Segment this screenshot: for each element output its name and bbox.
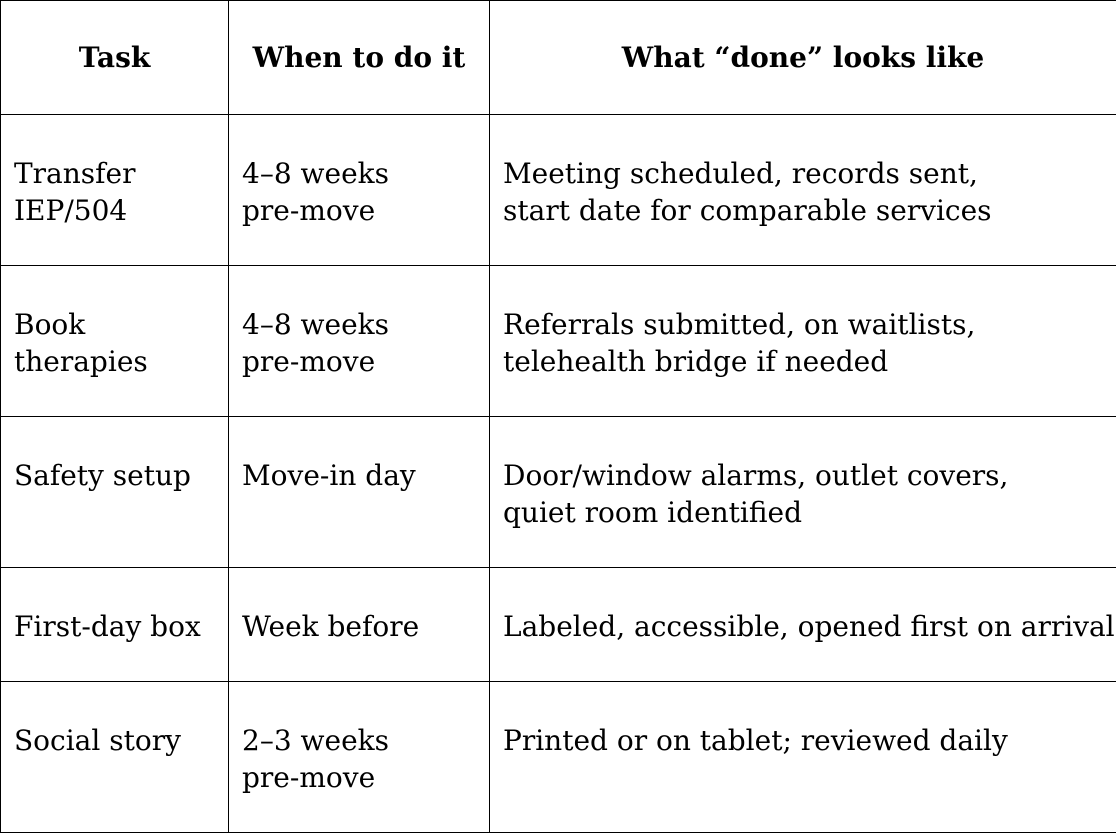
column-header-done: What “done” looks like: [490, 1, 1116, 115]
task-cell: Transfer IEP/504: [1, 115, 229, 266]
column-header-when: When to do it: [229, 1, 490, 115]
task-cell: Safety setup: [1, 417, 229, 568]
when-cell: 4–8 weeks pre-move: [229, 266, 490, 417]
table-row: [1, 266, 1116, 417]
when-cell: 2–3 weeks pre-move: [229, 682, 490, 833]
done-cell: Door/window alarms, outlet covers, quiet room identified: [490, 417, 1116, 568]
table-row: [1, 682, 1116, 833]
done-cell: Referrals submitted, on waitlists, telehealth bridge if needed: [490, 266, 1116, 417]
when-cell: 4–8 weeks pre-move: [229, 115, 490, 266]
when-cell: Week before: [229, 568, 490, 682]
task-cell: Book therapies: [1, 266, 229, 417]
table-row: [1, 115, 1116, 266]
task-cell: Social story: [1, 682, 229, 833]
done-cell: Labeled, accessible, opened first on arrival: [490, 568, 1116, 682]
when-cell: Move-in day: [229, 417, 490, 568]
column-header-task: Task: [1, 1, 229, 115]
table-row: [1, 417, 1116, 568]
task-cell: First-day box: [1, 568, 229, 682]
done-cell: Printed or on tablet; reviewed daily: [490, 682, 1116, 833]
table-header-row: [1, 1, 1116, 115]
done-cell: Meeting scheduled, records sent, start date for comparable services: [490, 115, 1116, 266]
table-row: [1, 568, 1116, 682]
